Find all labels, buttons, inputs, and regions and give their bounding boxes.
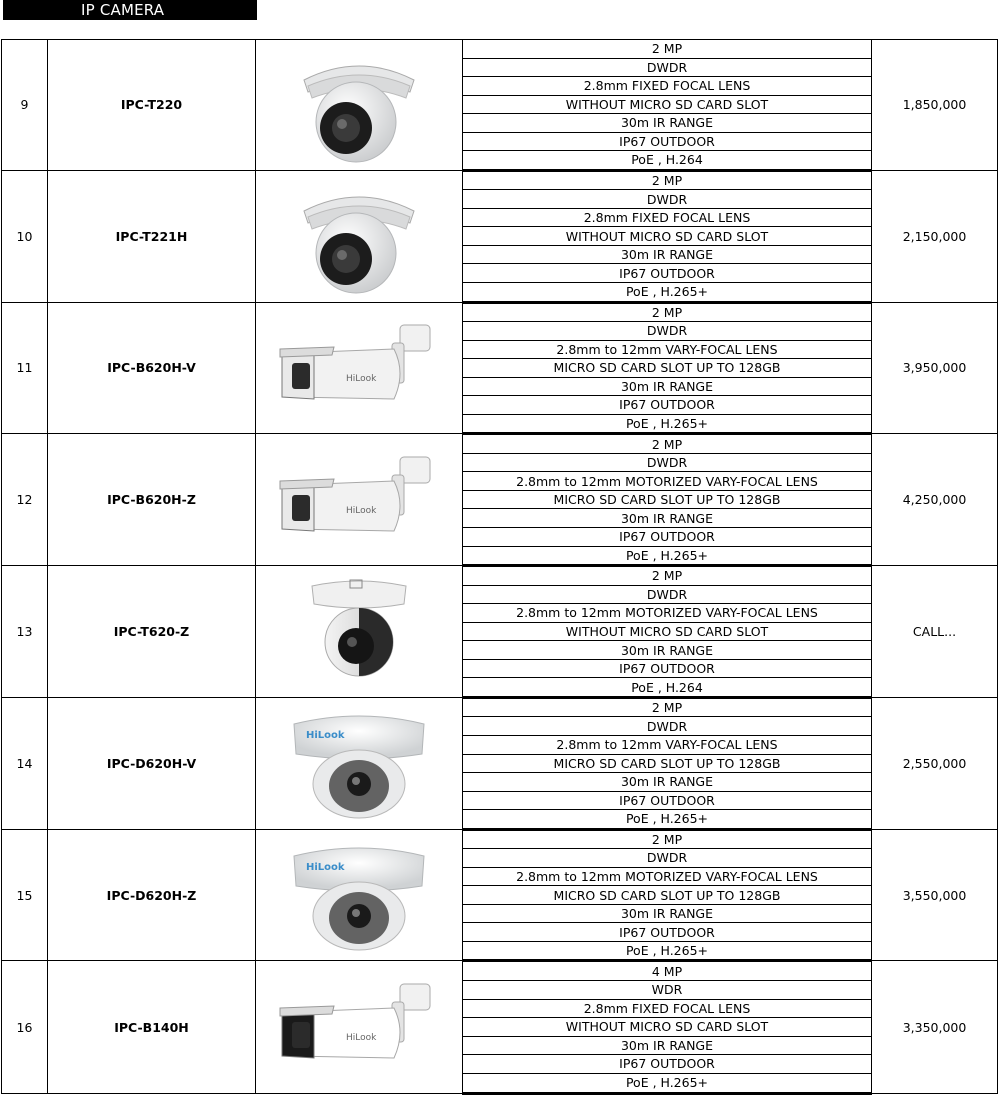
camera-image [256, 170, 463, 302]
page-title: IP CAMERA [3, 0, 257, 20]
spec-item: MICRO SD CARD SLOT UP TO 128GB [463, 359, 872, 378]
spec-item: 2.8mm to 12mm MOTORIZED VARY-FOCAL LENS [463, 472, 872, 491]
spec-item: PoE , H.264 [463, 151, 872, 171]
spec-item: 2 MP [463, 829, 872, 849]
svg-text:HiLook: HiLook [346, 373, 377, 384]
item-number: 14 [2, 697, 48, 829]
table-row [2, 302, 998, 322]
camera-image [256, 434, 463, 566]
svg-text:HiLook: HiLook [346, 505, 377, 516]
svg-text:HiLook: HiLook [306, 730, 345, 742]
spec-item: 30m IR RANGE [463, 641, 872, 660]
bullet-camera-icon [274, 313, 444, 423]
spec-item: 2 MP [463, 40, 872, 59]
turret-camera-small-icon [294, 572, 424, 690]
spec-item: PoE , H.265+ [463, 810, 872, 830]
price: 3,950,000 [872, 302, 998, 434]
spec-item: IP67 OUTDOOR [463, 264, 872, 283]
camera-image [256, 829, 463, 961]
price: CALL... [872, 566, 998, 698]
spec-item: MICRO SD CARD SLOT UP TO 128GB [463, 754, 872, 773]
spec-item: WITHOUT MICRO SD CARD SLOT [463, 95, 872, 114]
spec-item: DWDR [463, 849, 872, 868]
table-row [2, 961, 998, 981]
spec-item: IP67 OUTDOOR [463, 528, 872, 547]
spec-item: 2 MP [463, 697, 872, 717]
spec-item: MICRO SD CARD SLOT UP TO 128GB [463, 490, 872, 509]
item-number: 13 [2, 566, 48, 698]
spec-item: DWDR [463, 585, 872, 604]
turret-camera-icon [294, 46, 424, 164]
spec-item: DWDR [463, 322, 872, 341]
camera-image [256, 961, 463, 1094]
model-name: IPC-T220 [48, 40, 256, 171]
spec-item: WITHOUT MICRO SD CARD SLOT [463, 622, 872, 641]
spec-item: 2.8mm to 12mm VARY-FOCAL LENS [463, 340, 872, 359]
svg-text:HiLook: HiLook [306, 862, 345, 874]
item-number: 10 [2, 170, 48, 302]
spec-item: DWDR [463, 190, 872, 209]
table-row [2, 170, 998, 190]
item-number: 15 [2, 829, 48, 961]
item-number: 12 [2, 434, 48, 566]
table-row [2, 434, 998, 454]
spec-item: PoE , H.265+ [463, 414, 872, 434]
model-name: IPC-B140H [48, 961, 256, 1094]
spec-item: 30m IR RANGE [463, 377, 872, 396]
spec-item: 2.8mm FIXED FOCAL LENS [463, 208, 872, 227]
spec-item: WITHOUT MICRO SD CARD SLOT [463, 227, 872, 246]
product-table [1, 39, 998, 1095]
spec-item: IP67 OUTDOOR [463, 791, 872, 810]
spec-item: 2.8mm FIXED FOCAL LENS [463, 77, 872, 96]
spec-item: IP67 OUTDOOR [463, 659, 872, 678]
svg-text:HiLook: HiLook [346, 1033, 377, 1044]
spec-item: 2 MP [463, 566, 872, 586]
model-name: IPC-D620H-V [48, 697, 256, 829]
table-row [2, 829, 998, 849]
price: 4,250,000 [872, 434, 998, 566]
price: 3,550,000 [872, 829, 998, 961]
dome-camera-icon [284, 704, 434, 822]
spec-item: 30m IR RANGE [463, 509, 872, 528]
camera-image [256, 697, 463, 829]
camera-image [256, 302, 463, 434]
spec-item: 2 MP [463, 170, 872, 190]
spec-item: PoE , H.265+ [463, 941, 872, 961]
spec-item: DWDR [463, 717, 872, 736]
bullet-camera-black-icon [274, 972, 444, 1082]
spec-item: 30m IR RANGE [463, 1036, 872, 1055]
table-row [2, 566, 998, 586]
spec-item: IP67 OUTDOOR [463, 132, 872, 151]
camera-image [256, 40, 463, 171]
bullet-camera-icon [274, 445, 444, 555]
table-row [2, 40, 998, 59]
spec-item: 2 MP [463, 302, 872, 322]
turret-camera-icon [294, 177, 424, 295]
spec-item: DWDR [463, 453, 872, 472]
table-row [2, 697, 998, 717]
spec-item: 2.8mm FIXED FOCAL LENS [463, 999, 872, 1018]
model-name: IPC-D620H-Z [48, 829, 256, 961]
dome-camera-icon [284, 836, 434, 954]
price: 3,350,000 [872, 961, 998, 1094]
spec-item: MICRO SD CARD SLOT UP TO 128GB [463, 886, 872, 905]
spec-item: IP67 OUTDOOR [463, 396, 872, 415]
item-number: 9 [2, 40, 48, 171]
price: 1,850,000 [872, 40, 998, 171]
spec-item: 2.8mm to 12mm MOTORIZED VARY-FOCAL LENS [463, 604, 872, 623]
spec-item: PoE , H.265+ [463, 1073, 872, 1093]
spec-item: 30m IR RANGE [463, 773, 872, 792]
spec-item: 2.8mm to 12mm MOTORIZED VARY-FOCAL LENS [463, 867, 872, 886]
model-name: IPC-B620H-V [48, 302, 256, 434]
spec-item: 2.8mm to 12mm VARY-FOCAL LENS [463, 735, 872, 754]
item-number: 16 [2, 961, 48, 1094]
spec-item: 4 MP [463, 961, 872, 981]
price: 2,150,000 [872, 170, 998, 302]
price: 2,550,000 [872, 697, 998, 829]
spec-item: 30m IR RANGE [463, 114, 872, 133]
spec-item: PoE , H.265+ [463, 546, 872, 566]
spec-item: PoE , H.264 [463, 678, 872, 698]
spec-item: 30m IR RANGE [463, 245, 872, 264]
camera-image [256, 566, 463, 698]
model-name: IPC-B620H-Z [48, 434, 256, 566]
spec-item: DWDR [463, 58, 872, 77]
model-name: IPC-T221H [48, 170, 256, 302]
spec-item: IP67 OUTDOOR [463, 923, 872, 942]
spec-item: PoE , H.265+ [463, 282, 872, 302]
spec-item: 30m IR RANGE [463, 904, 872, 923]
spec-item: IP67 OUTDOOR [463, 1055, 872, 1074]
spec-item: WDR [463, 981, 872, 1000]
model-name: IPC-T620-Z [48, 566, 256, 698]
item-number: 11 [2, 302, 48, 434]
spec-item: WITHOUT MICRO SD CARD SLOT [463, 1018, 872, 1037]
spec-item: 2 MP [463, 434, 872, 454]
